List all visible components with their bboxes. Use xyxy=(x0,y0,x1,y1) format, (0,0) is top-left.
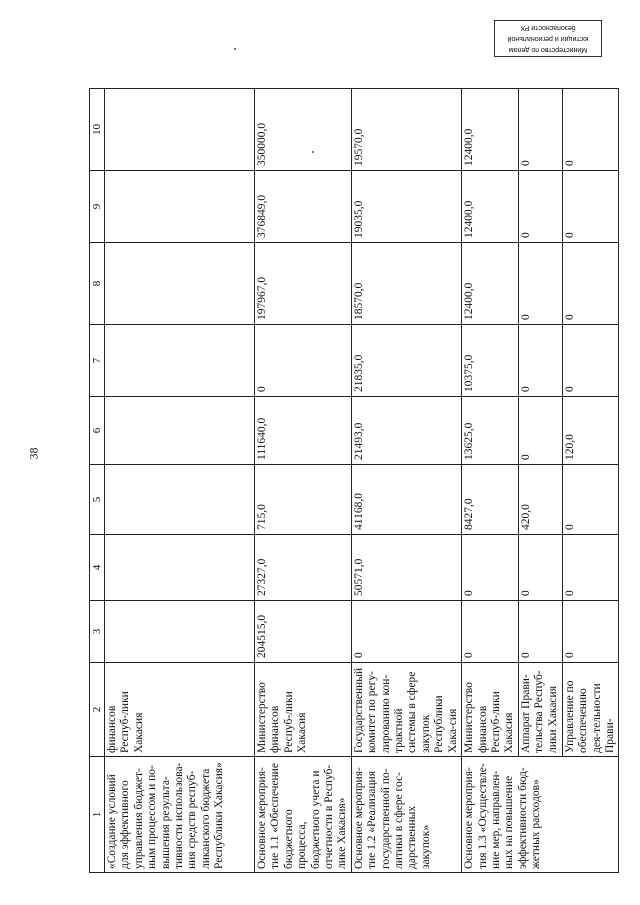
budget-table xyxy=(89,88,619,873)
rotated-table-wrapper xyxy=(89,89,616,873)
value-cell: 0 xyxy=(562,89,619,171)
value-cell: 120,0 xyxy=(562,397,619,465)
stamp-line: Министерство по делам xyxy=(508,46,588,53)
header-cell: 8 xyxy=(90,243,105,325)
value-cell: 0 xyxy=(518,171,562,243)
executor-cell: Аппарат Прави-тельства Респуб-лики Хакасия xyxy=(518,663,562,757)
header-cell: 3 xyxy=(90,601,105,663)
value-cell: 0 xyxy=(462,535,519,601)
value-cell: 0 xyxy=(462,601,519,663)
table-row xyxy=(255,89,352,873)
value-cell xyxy=(105,397,255,465)
value-cell xyxy=(105,601,255,663)
value-cell: 0 xyxy=(518,535,562,601)
table-row xyxy=(462,89,519,873)
value-cell: 0 xyxy=(255,325,352,397)
value-cell: 204515,0 xyxy=(255,601,352,663)
value-cell: 12400,0 xyxy=(462,171,519,243)
header-row xyxy=(90,89,105,873)
value-cell: 0 xyxy=(518,325,562,397)
executor-cell: финансов Респуб-лики Хакасия xyxy=(105,663,255,757)
value-cell: 420,0 xyxy=(518,465,562,535)
value-cell: 19035,0 xyxy=(351,171,461,243)
value-cell: 0 xyxy=(518,89,562,171)
header-cell: 7 xyxy=(90,325,105,397)
executor-cell: Управление по обеспечению дея-тельности Прави- xyxy=(562,663,619,757)
value-cell: 10375,0 xyxy=(462,325,519,397)
header-cell: 5 xyxy=(90,465,105,535)
stamp-line: юстиции и региональной xyxy=(507,35,589,42)
value-cell xyxy=(105,325,255,397)
value-cell: 0 xyxy=(518,397,562,465)
executor-cell: Государственный комитет по регу-лированию кон-трактной системы в сфере закупок Республики Хака-сия xyxy=(351,663,461,757)
value-cell: 0 xyxy=(351,601,461,663)
value-cell: 197967,0 xyxy=(255,243,352,325)
value-cell: 21493,0 xyxy=(351,397,461,465)
value-cell: 19570,0 xyxy=(351,89,461,171)
value-cell xyxy=(105,465,255,535)
table-row xyxy=(351,89,461,873)
value-cell: 21835,0 xyxy=(351,325,461,397)
value-cell: 8427,0 xyxy=(462,465,519,535)
value-cell: 111640,0 xyxy=(255,397,352,465)
value-cell: 0 xyxy=(562,601,619,663)
table-row xyxy=(105,89,255,873)
measure-name-cell: «Создание условий для эффективного управления бюджет-ным процессом и по-вышения результа-тивности использова-ния средств респуб-ликанского бюджета Республики Хакасия» xyxy=(105,757,255,873)
value-cell: 27327,0 xyxy=(255,535,352,601)
value-cell: 50571,0 xyxy=(351,535,461,601)
value-cell xyxy=(105,89,255,171)
executor-cell: Министерство финансов Респуб-лики Хакасия xyxy=(255,663,352,757)
value-cell: 41168,0 xyxy=(351,465,461,535)
value-cell xyxy=(105,171,255,243)
value-cell: 0 xyxy=(562,465,619,535)
measure-name-cell: Основное мероприя-тие 1.1 «Обеспечение бюджетного процесса, бюджетного учета и отчетности в Респуб-лике Хакасия» xyxy=(255,757,352,873)
stamp-line: безопасности РХ xyxy=(520,24,576,31)
value-cell: 0 xyxy=(518,243,562,325)
speck xyxy=(234,48,236,50)
value-cell xyxy=(105,535,255,601)
value-cell: 13625,0 xyxy=(462,397,519,465)
header-cell: 1 xyxy=(90,757,105,873)
table-row xyxy=(518,89,562,873)
table-row xyxy=(562,89,619,873)
value-cell: 18570,0 xyxy=(351,243,461,325)
value-cell xyxy=(105,243,255,325)
ministry-stamp xyxy=(494,20,602,57)
header-cell: 10 xyxy=(90,89,105,171)
executor-cell: Министерство финансов Респуб-лики Хакасия xyxy=(462,663,519,757)
measure-name-cell: Основное мероприя-тие 1.2 «Реализация государственной по-литики в сфере гос-дарственных закупок» xyxy=(351,757,461,873)
value-cell: 376849,0 xyxy=(255,171,352,243)
header-cell: 2 xyxy=(90,663,105,757)
header-cell: 4 xyxy=(90,535,105,601)
value-cell: 12400,0 xyxy=(462,243,519,325)
header-cell: 9 xyxy=(90,171,105,243)
value-cell: 0 xyxy=(562,171,619,243)
measure-name-cell: Основное мероприя-тия 1.3 «Осуществле-ние мер, направлен-ных на повышение эффективности бюд-жетных расходов» xyxy=(462,757,619,873)
value-cell: 0 xyxy=(562,535,619,601)
value-cell: 350000,0 xyxy=(255,89,352,171)
value-cell: 0 xyxy=(562,243,619,325)
value-cell: 0 xyxy=(562,325,619,397)
value-cell: 0 xyxy=(518,601,562,663)
page-number: 38 xyxy=(26,447,41,460)
header-cell: 6 xyxy=(90,397,105,465)
value-cell: 12400,0 xyxy=(462,89,519,171)
value-cell: 715,0 xyxy=(255,465,352,535)
